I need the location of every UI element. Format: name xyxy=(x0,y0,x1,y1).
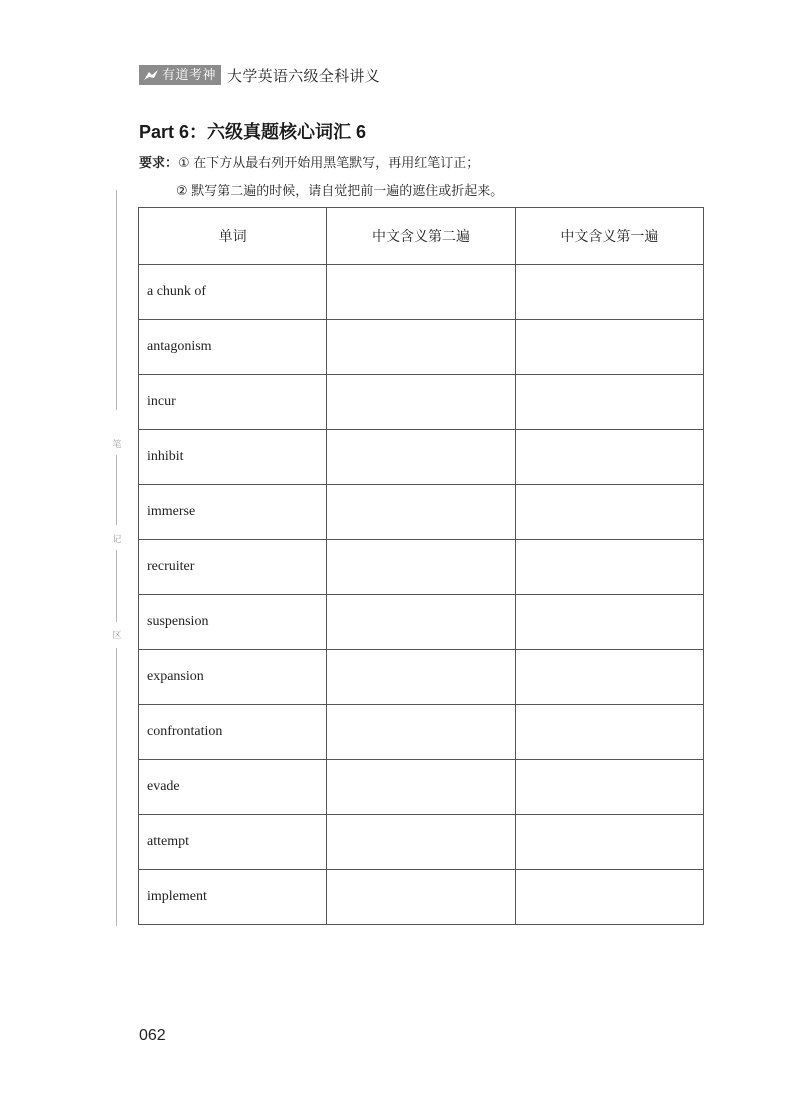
word-cell: confrontation xyxy=(139,705,327,760)
meaning-second-pass-cell[interactable] xyxy=(327,540,515,595)
word-cell: immerse xyxy=(139,485,327,540)
meaning-second-pass-cell[interactable] xyxy=(327,320,515,375)
table-row xyxy=(139,650,704,705)
notes-divider-top xyxy=(116,190,117,410)
meaning-second-pass-cell[interactable] xyxy=(327,705,515,760)
requirement-text-1: ① 在下方从最右列开始用黑笔默写，再用红笔订正； xyxy=(178,155,480,170)
brand-label: 有道考神 xyxy=(162,67,217,82)
meaning-first-pass-cell[interactable] xyxy=(515,870,703,925)
requirement-label: 要求： xyxy=(139,155,179,170)
meaning-second-pass-cell[interactable] xyxy=(327,430,515,485)
table-row xyxy=(139,265,704,320)
word-cell: evade xyxy=(139,760,327,815)
table-row xyxy=(139,320,704,375)
table-row xyxy=(139,705,704,760)
notes-divider-mid1 xyxy=(116,455,117,525)
word-cell: antagonism xyxy=(139,320,327,375)
table-row xyxy=(139,595,704,650)
notes-label-char: 区 xyxy=(112,630,122,640)
table-row xyxy=(139,870,704,925)
pen-logo-icon xyxy=(143,69,159,81)
meaning-second-pass-cell[interactable] xyxy=(327,815,515,870)
meaning-first-pass-cell[interactable] xyxy=(515,650,703,705)
meaning-first-pass-cell[interactable] xyxy=(515,815,703,870)
meaning-first-pass-cell[interactable] xyxy=(515,705,703,760)
table-row xyxy=(139,760,704,815)
word-cell: expansion xyxy=(139,650,327,705)
book-title: 大学英语六级全科讲义 xyxy=(227,67,381,85)
part-title: Part 6：六级真题核心词汇 6 xyxy=(139,122,367,142)
meaning-second-pass-cell[interactable] xyxy=(327,485,515,540)
meaning-first-pass-cell[interactable] xyxy=(515,320,703,375)
meaning-first-pass-cell[interactable] xyxy=(515,375,703,430)
requirement-line-1 xyxy=(139,152,479,171)
meaning-first-pass-cell[interactable] xyxy=(515,265,703,320)
brand-badge xyxy=(139,65,221,85)
notes-label-char: 笔 xyxy=(112,439,122,449)
table-header-row xyxy=(139,208,704,265)
meaning-first-pass-cell[interactable] xyxy=(515,760,703,815)
notes-label-char: 记 xyxy=(112,534,122,544)
word-cell: recruiter xyxy=(139,540,327,595)
word-cell: a chunk of xyxy=(139,265,327,320)
vocabulary-table xyxy=(138,207,704,925)
page-header xyxy=(139,64,380,86)
meaning-second-pass-cell[interactable] xyxy=(327,870,515,925)
page-number: 062 xyxy=(139,1027,166,1044)
meaning-first-pass-cell[interactable] xyxy=(515,595,703,650)
word-cell: inhibit xyxy=(139,430,327,485)
column-header-first-pass: 中文含义第一遍 xyxy=(515,208,703,265)
table-row xyxy=(139,540,704,595)
column-header-second-pass: 中文含义第二遍 xyxy=(327,208,515,265)
notes-divider-mid2 xyxy=(116,550,117,622)
requirement-line-2: ② 默写第二遍的时候，请自觉把前一遍的遮住或折起来。 xyxy=(176,183,504,198)
word-cell: suspension xyxy=(139,595,327,650)
word-cell: incur xyxy=(139,375,327,430)
meaning-second-pass-cell[interactable] xyxy=(327,265,515,320)
meaning-second-pass-cell[interactable] xyxy=(327,650,515,705)
column-header-word: 单词 xyxy=(139,208,327,265)
table-row xyxy=(139,485,704,540)
meaning-second-pass-cell[interactable] xyxy=(327,595,515,650)
meaning-first-pass-cell[interactable] xyxy=(515,540,703,595)
meaning-second-pass-cell[interactable] xyxy=(327,760,515,815)
notes-divider-bottom xyxy=(116,648,117,926)
word-cell: implement xyxy=(139,870,327,925)
meaning-first-pass-cell[interactable] xyxy=(515,430,703,485)
meaning-first-pass-cell[interactable] xyxy=(515,485,703,540)
table-row xyxy=(139,430,704,485)
table-row xyxy=(139,815,704,870)
word-cell: attempt xyxy=(139,815,327,870)
meaning-second-pass-cell[interactable] xyxy=(327,375,515,430)
table-row xyxy=(139,375,704,430)
